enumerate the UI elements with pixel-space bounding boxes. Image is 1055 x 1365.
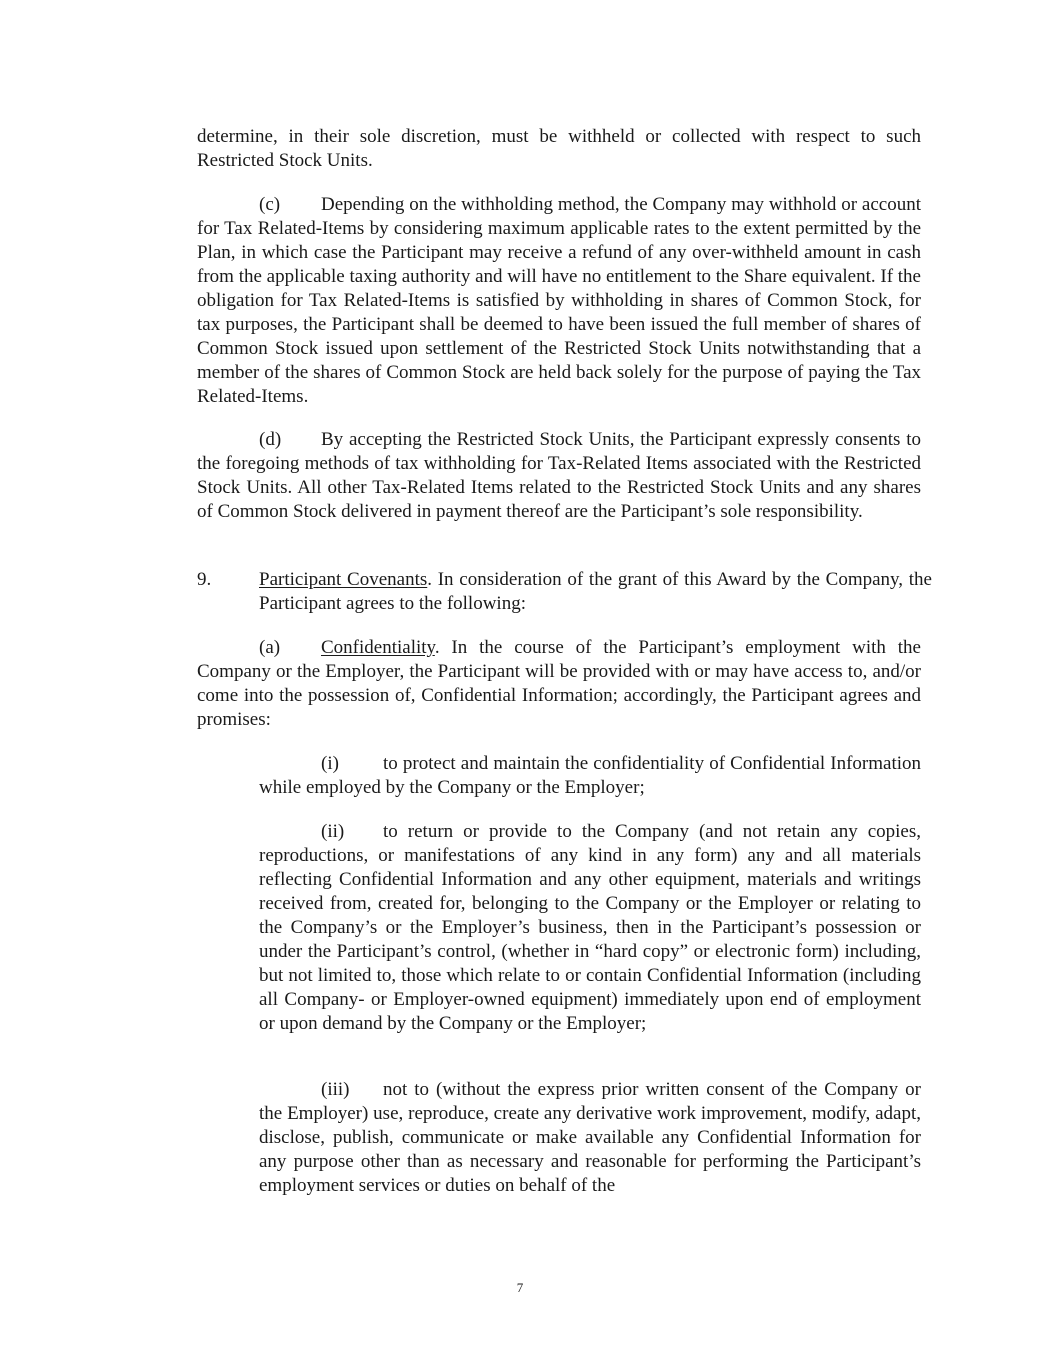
paragraph-c-text: Depending on the withholding method, the Company may withhold or account for Tax Related-Items by considering maximum applicable rates to the extent permitted by the Plan, in which case the Participant may receive a refund of any over-withheld amount in cash from the applicable taxing authority and will have no entitlement to the Share equivalent. If the obligation for Tax Related-Items is satisfied by withholding in shares of Common Stock, for tax purposes, the Participant shall be deemed to have been issued the full member of shares of Common Stock issued upon settlement of the Restricted Stock Units notwithstanding that a member of the shares of Common Stock are held back solely for the purpose of paying the Tax Related-Items. [197,194,921,407]
paragraph-d [197,428,921,524]
paragraph-iii-text: not to (without the express prior written consent of the Company or the Employer) use, reproduce, create any derivative work improvement, modify, adapt, disclose, publish, communicate or make available any Confidential Information for any purpose other than as necessary and reasonable for performing the Participant’s employment services or duties on behalf of the [259,1079,921,1196]
paragraph-intro-text: determine, in their sole discretion, must be withheld or collected with respect to such Restricted Stock Units. [197,126,921,171]
paragraph-d-text: By accepting the Restricted Stock Units, the Participant expressly consents to the foregoing methods of tax withholding for Tax-Related Items associated with the Restricted Stock Units. All other Tax-Related Items related to the Restricted Stock Units and any shares of Common Stock delivered in payment thereof are the Participant’s sole responsibility. [197,429,921,522]
paragraph-a-heading: Confidentiality [321,637,435,658]
paragraph-ii [259,820,921,1036]
paragraph-ii-label: (ii) [321,821,345,842]
paragraph-a [197,636,921,732]
paragraph-i-text: to protect and maintain the confidentiality of Confidential Information while employed by the Company or the Employer; [259,753,921,798]
paragraph-c-label: (c) [259,194,281,215]
page-number: 7 [516,1280,524,1295]
paragraph-a-text: . In the course of the Participant’s employment with the Company or the Employer, the Participant will be provided with or may have access to, and/or come into the possession of, Confidential Information; accordingly, the Participant agrees and promises: [197,637,921,730]
paragraph-iii-label: (iii) [321,1079,350,1100]
section-9-text: . In consideration of the grant of this Award by the Company, the Participant agrees to the following: [259,569,932,614]
section-9-heading: Participant Covenants [259,569,428,590]
paragraph-intro [197,125,921,173]
paragraph-d-label: (d) [259,429,282,450]
paragraph-c [197,193,921,409]
paragraph-i [259,752,921,800]
section-9 [197,568,932,616]
paragraph-ii-text: to return or provide to the Company (and not retain any copies, reproductions, or manifestations of any kind in any form) any and all materials reflecting Confidential Information and any other equipment, materials and writings received from, created for, belonging to the Company or the Employer or relating to the Company’s or the Employer’s business, then in the Participant’s possession or under the Participant’s control, (whether in “hard copy” or electronic form) including, but not limited to, those which relate to or contain Confidential Information (including all Company- or Employer-owned equipment) immediately upon end of employment or upon demand by the Company or the Employer; [259,821,921,1034]
paragraph-i-label: (i) [321,753,339,774]
paragraph-iii [259,1078,921,1198]
section-9-number: 9. [197,569,212,590]
paragraph-a-label: (a) [259,637,281,658]
